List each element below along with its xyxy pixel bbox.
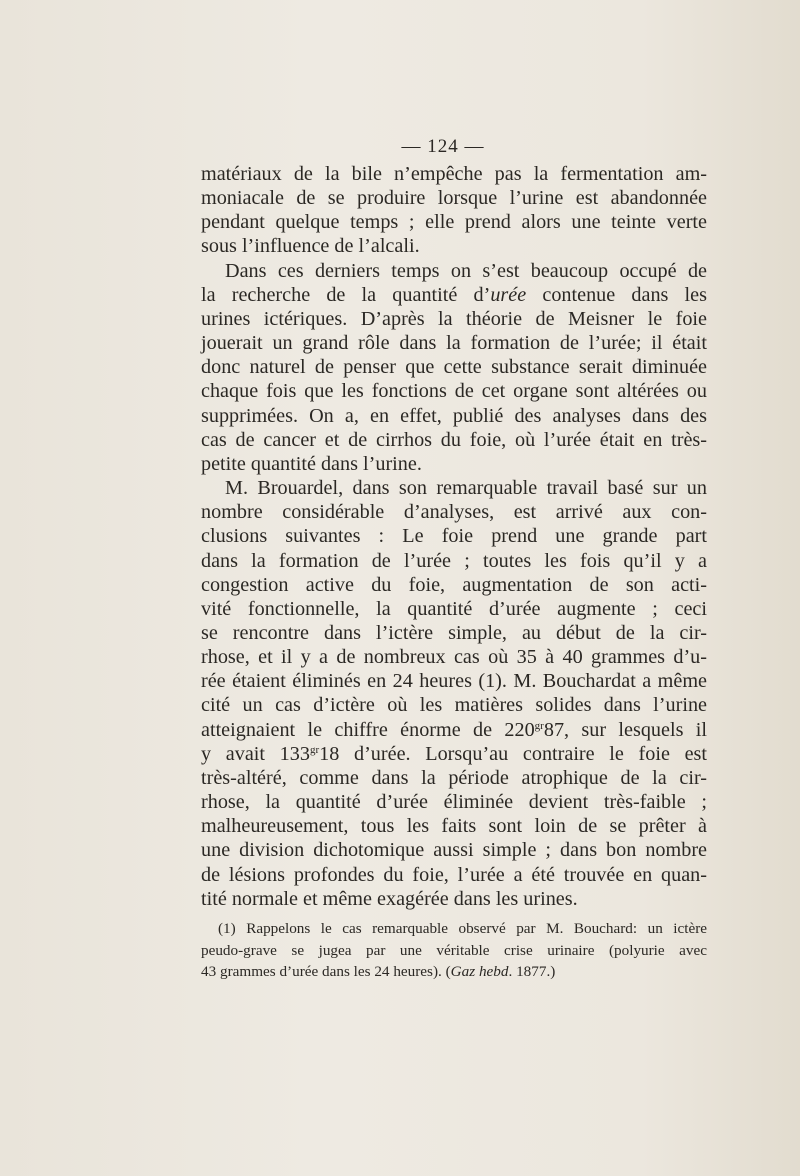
text-line: clusions suivantes : Le foie prend une grande part <box>201 525 707 548</box>
body-text <box>201 162 707 911</box>
text-line: pendant quelque temps ; elle prend alors une teinte verte <box>201 211 707 234</box>
text-line <box>201 742 707 766</box>
text-line: malheureusement, tous les faits sont loin de se prêter à <box>201 815 707 838</box>
text-line: donc naturel de penser que cette substance serait diminuée <box>201 356 707 379</box>
text-line: chaque fois que les fonctions de cet organe sont altérées ou <box>201 380 707 403</box>
text-line: Dans ces derniers temps on s’est beaucoup occupé de <box>225 259 707 282</box>
text-line: rhose, la quantité d’urée éliminée devient très-faible ; <box>201 791 707 814</box>
unit-superscript: gr <box>309 743 320 756</box>
text-line: moniacale de se produire lorsque l’urine est abandonnée <box>201 187 707 210</box>
text-run: la recherche de la quantité d’ <box>201 283 491 306</box>
text-line: cas de cancer et de cirrhos du foie, où l’urée était en très- <box>201 428 707 451</box>
text-run: 87, sur lesquels il <box>543 718 707 741</box>
footnote-line <box>201 961 707 983</box>
text-line: de lésions profondes du foie, l’urée a été trouvée en quan- <box>201 863 707 886</box>
text-line: jouerait un grand rôle dans la formation de l’urée; il était <box>201 332 707 355</box>
emphasis-uree: urée <box>490 283 527 306</box>
footnote-line: peudo-grave se jugea par une véritable crise urinaire (polyurie avec <box>201 941 707 959</box>
text-run: . 1877.) <box>508 963 556 980</box>
text-line: rée étaient éliminés en 24 heures (1). M. Bouchardat a même <box>201 670 707 693</box>
text-run: 18 d’urée. Lorsqu’au contraire le foie est <box>319 742 707 765</box>
text-line: une division dichotomique aussi simple ; dans bon nombre <box>201 839 707 862</box>
text-run: y avait 133 <box>201 742 310 765</box>
unit-superscript: gr <box>534 719 544 732</box>
text-line: congestion active du foie, augmentation de son acti- <box>201 573 707 596</box>
text-run: atteignaient le chiffre énorme de 220 <box>201 718 535 741</box>
journal-title: Gaz hebd <box>450 963 509 980</box>
text-line <box>201 718 707 742</box>
text-line: urines ictériques. D’après la théorie de Meisner le foie <box>201 307 707 330</box>
text-line: sous l’influence de l’alcali. <box>201 235 420 258</box>
text-line: rhose, et il y a de nombreux cas où 35 à 40 grammes d’u- <box>201 646 707 669</box>
text-line: dans la formation de l’urée ; toutes les fois qu’il y a <box>201 549 707 572</box>
text-line: très-altéré, comme dans la période atrophique de la cir- <box>201 766 707 789</box>
text-line: M. Brouardel, dans son remarquable travail basé sur un <box>225 477 707 500</box>
text-line: nombre considérable d’analyses, est arrivé aux con- <box>201 501 707 524</box>
text-line: tité normale et même exagérée dans les urines. <box>201 887 578 910</box>
text-run: contenue dans les <box>526 283 707 306</box>
text-line: petite quantité dans l’urine. <box>201 452 422 475</box>
page-number: — 124 — <box>401 136 485 157</box>
text-line: cité un cas d’ictère où les matières solides dans l’urine <box>201 694 707 717</box>
text-line <box>201 283 707 307</box>
text-line: vité fonctionnelle, la quantité d’urée augmente ; ceci <box>201 597 707 620</box>
footnote <box>201 918 707 983</box>
footnote-line: (1) Rappelons le cas remarquable observé par M. Bouchard: un ictère <box>218 920 707 937</box>
text-line: matériaux de la bile n’empêche pas la fermentation am- <box>201 163 707 185</box>
text-run: 43 grammes d’urée dans les 24 heures). ( <box>201 963 451 980</box>
text-line: se rencontre dans l’ictère simple, au début de la cir- <box>201 621 707 644</box>
text-line: supprimées. On a, en effet, publié des analyses dans des <box>201 404 707 427</box>
